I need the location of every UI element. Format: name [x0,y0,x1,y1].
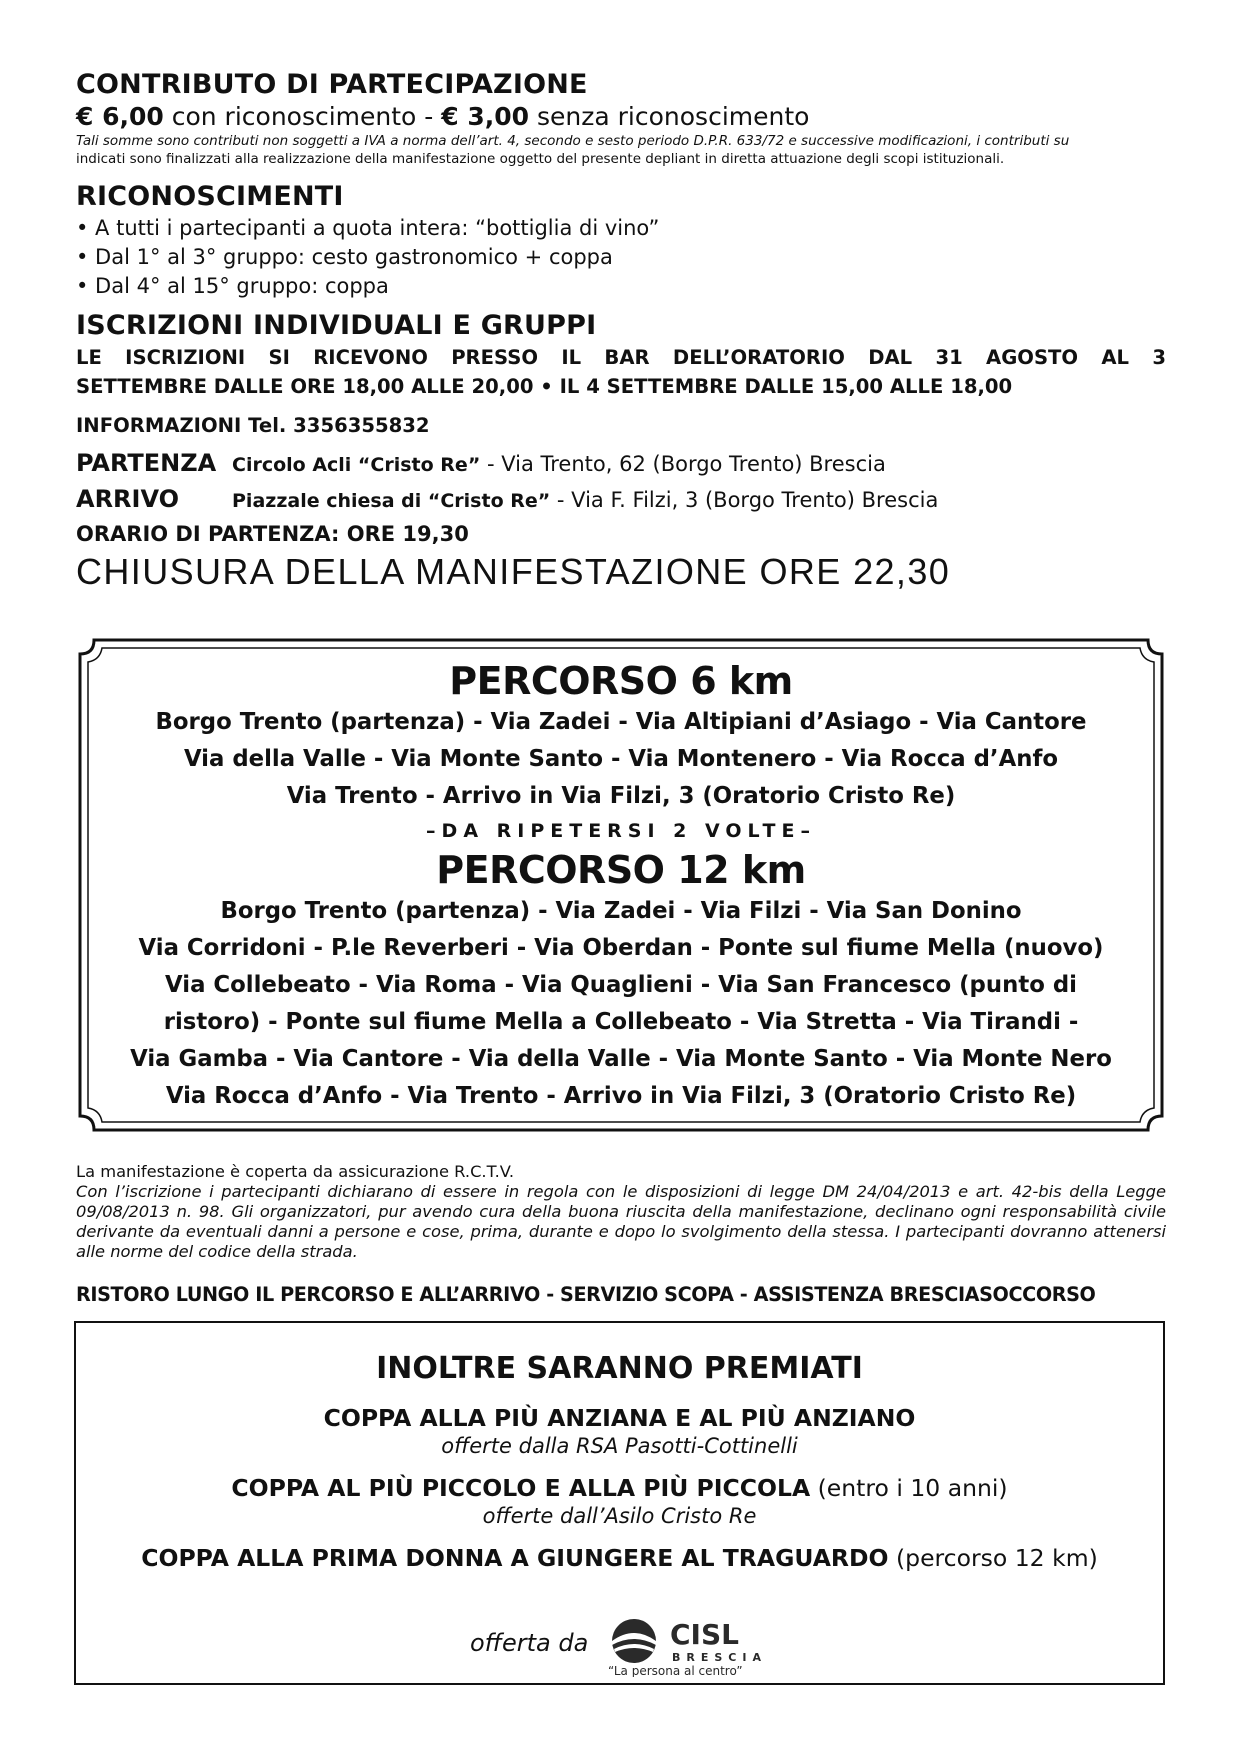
insurance-disclaimer: Con l’iscrizione i partecipanti dichiarano di essere in regola con le disposizioni di legge DM 24/04/2013 e art. 42-bis della Legge 09/08/2013 n. 98. Gli organizzatori, pur avendo cura della buona riuscita della manifestazione, declinano ogni responsabilità civile derivante da eventuali danni a persone e cose, prima, durante e dopo lo svolgimento della stessa. I partecipanti dovranno attenersi alle norme del codice della strada. [76,1182,1166,1261]
percorso-12-line: ristoro) - Ponte sul fiume Mella a Collebeato - Via Stretta - Via Tirandi - [163,1009,1079,1035]
riconoscimenti-title: RICONOSCIMENTI [76,181,344,212]
chiusura-manifestazione: CHIUSURA DELLA MANIFESTAZIONE ORE 22,30 [76,551,951,592]
riconoscimenti-item: • Dal 1° al 3° gruppo: cesto gastronomico + coppa [76,245,613,269]
partenza-row: PARTENZA Circolo Acli “Cristo Re” - Via Trento, 62 (Borgo Trento) Brescia [76,449,886,477]
sponsor-row [76,1617,1163,1677]
contributo-prices: € 6,00 con riconoscimento - € 3,00 senza riconoscimento [76,102,810,131]
prizes-box [74,1321,1165,1685]
prize-2-sponsor: offerte dall’Asilo Cristo Re [482,1504,757,1528]
percorso-6-title: PERCORSO 6 km [449,659,793,703]
iscrizioni-title: ISCRIZIONI INDIVIDUALI E GRUPPI [76,310,597,341]
upper-section [76,68,1166,594]
percorso-12-line: Via Gamba - Via Cantore - Via della Valle - Via Monte Santo - Via Monte Nero [130,1046,1112,1072]
percorso-6-line: Borgo Trento (partenza) - Via Zadei - Via Altipiani d’Asiago - Via Cantore [155,709,1087,735]
iscrizioni-line-2: SETTEMBRE DALLE ORE 18,00 ALLE 20,00 • IL 4 SETTEMBRE DALLE 15,00 ALLE 18,00 [76,375,1013,398]
percorsi-frame [76,636,1166,1134]
insurance-line: La manifestazione è coperta da assicurazione R.C.T.V. [76,1162,515,1181]
percorso-12-title: PERCORSO 12 km [436,848,806,892]
arrivo-row: ARRIVO Piazzale chiesa di “Cristo Re” - Via F. Filzi, 3 (Borgo Trento) Brescia [76,485,939,513]
cisl-logo-icon [606,1617,786,1677]
percorso-6-line: Via Trento - Arrivo in Via Filzi, 3 (Oratorio Cristo Re) [286,783,956,809]
insurance-note [76,1162,1166,1262]
percorso-12-line: Via Collebeato - Via Roma - Via Quaglieni - Via San Francesco (punto di [165,972,1077,998]
percorsi-content [96,636,1146,1115]
orario-partenza: ORARIO DI PARTENZA: ORE 19,30 [76,522,469,546]
contributo-title: CONTRIBUTO DI PARTECIPAZIONE [76,69,588,100]
iscrizioni-line-1: LE ISCRIZIONI SI RICEVONO PRESSO IL BAR DELL’ORATORIO DAL 31 AGOSTO AL 3 [76,346,1166,369]
percorso-12-line: Via Corridoni - P.le Reverberi - Via Oberdan - Ponte sul fiume Mella (nuovo) [138,935,1104,961]
svg-text:CISL: CISL [670,1618,739,1651]
prize-1-sponsor: offerte dalla RSA Pasotti-Cottinelli [441,1434,798,1458]
percorso-12-line: Borgo Trento (partenza) - Via Zadei - Via Filzi - Via San Donino [220,898,1022,924]
prizes-title: INOLTRE SARANNO PREMIATI [376,1351,863,1386]
informazioni-phone: INFORMAZIONI Tel. 3356355832 [76,414,430,437]
riconoscimenti-item: • Dal 4° al 15° gruppo: coppa [76,274,389,298]
services-line: RISTORO LUNGO IL PERCORSO E ALL’ARRIVO - SERVIZIO SCOPA - ASSISTENZA BRESCIASOCCORSO [76,1283,1096,1306]
prize-1: COPPA ALLA PIÙ ANZIANA E AL PIÙ ANZIANO [323,1404,916,1432]
svg-text:BRESCIA: BRESCIA [672,1651,767,1664]
svg-text:“La persona al centro”: “La persona al centro” [608,1664,743,1677]
prize-3: COPPA ALLA PRIMA DONNA A GIUNGERE AL TRAGUARDO (percorso 12 km) [141,1544,1098,1572]
contributo-fine-print-2: indicati sono finalizzati alla realizzazione della manifestazione oggetto del presente depliant in diretta attuazione degli scopi istituzionali. [76,151,1005,167]
riconoscimenti-item: • A tutti i partecipanti a quota intera: “bottiglia di vino” [76,216,660,240]
percorso-6-line: Via della Valle - Via Monte Santo - Via Montenero - Via Rocca d’Anfo [183,746,1059,772]
percorso-6-repeat-note: –DA RIPETERSI 2 VOLTE– [426,820,816,842]
contributo-fine-print-1: Tali somme sono contributi non soggetti a IVA a norma dell’art. 4, secondo e sesto periodo D.P.R. 633/72 e successive modificazioni, i contributi su [76,133,1070,149]
offerta-label: offerta da [470,1629,589,1657]
percorso-12-line: Via Rocca d’Anfo - Via Trento - Arrivo in Via Filzi, 3 (Oratorio Cristo Re) [165,1083,1077,1109]
prize-2: COPPA AL PIÙ PICCOLO E ALLA PIÙ PICCOLA (entro i 10 anni) [231,1474,1008,1502]
